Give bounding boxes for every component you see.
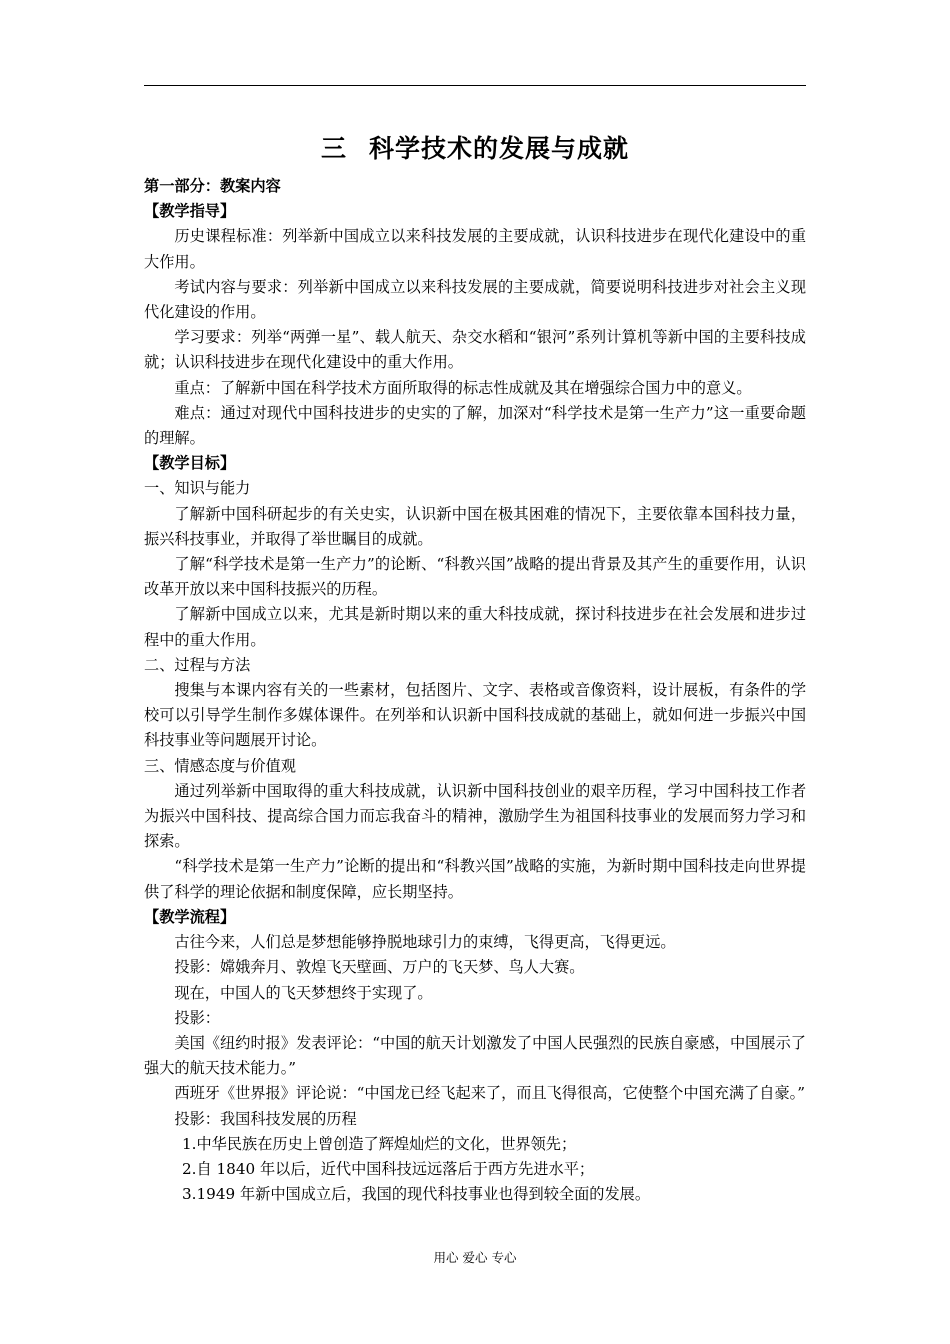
goals-paragraph: 了解新中国科研起步的有关史实，认识新中国在极其困难的情况下，主要依靠本国科技力量，振兴科技事业，并取得了举世瞩目的成就。 bbox=[144, 504, 806, 548]
flow-paragraph: 西班牙《世界报》评论说：“中国龙已经飞起来了，而且飞得很高，它使整个中国充满了自豪。” bbox=[174, 1084, 806, 1103]
guide-paragraph: 难点：通过对现代中国科技进步的史实的了解，加深对“科学技术是第一生产力”这一重要命题的理解。 bbox=[144, 403, 806, 448]
guide-paragraph: 重点：了解新中国在科学技术方面所取得的标志性成就及其在增强综合国力中的意义。 bbox=[174, 378, 752, 397]
goals-paragraph: “科学技术是第一生产力”论断的提出和“科教兴国”战略的实施，为新时期中国科技走向世界提供了科学的理论依据和制度保障，应长期坚持。 bbox=[144, 857, 806, 901]
list-item: 1.中华民族在历史上曾创造了辉煌灿烂的文化，世界领先； bbox=[182, 1134, 577, 1153]
goals-paragraph: 搜集与本课内容有关的一些素材，包括图片、文字、表格或音像资料，设计展板，有条件的学校可以引导学生制作多媒体课件。在列举和认识新中国科技成就的基础上，就如何进一步振兴中国科技事业等问题展开讨论。 bbox=[144, 681, 806, 750]
goals-heading: 【教学目标】 bbox=[144, 454, 236, 473]
title-text: 科学技术的发展与成就 bbox=[369, 134, 630, 163]
flow-paragraph: 美国《纽约时报》发表评论：“中国的航天计划激发了中国人民强烈的民族自豪感，中国展示了强大的航天技术能力。” bbox=[144, 1033, 806, 1078]
header-rule bbox=[144, 85, 806, 86]
goals-paragraph: 了解“科学技术是第一生产力”的论断、“科教兴国”战略的提出背景及其产生的重要作用，认识改革开放以来中国科技振兴的历程。 bbox=[144, 555, 806, 599]
goals-subheading: 三、情感态度与价值观 bbox=[144, 756, 296, 775]
page-footer: 用心 爱心 专心 bbox=[433, 1250, 517, 1265]
goals-subheading: 一、知识与能力 bbox=[144, 479, 251, 498]
guide-paragraph: 学习要求：列举“两弹一星”、载人航天、杂交水稻和“银河”系列计算机等新中国的主要科技成就；认识科技进步在现代化建设中的重大作用。 bbox=[144, 328, 806, 372]
guide-paragraph: 历史课程标准：列举新中国成立以来科技发展的主要成就，认识科技进步在现代化建设中的重大作用。 bbox=[144, 227, 806, 271]
flow-paragraph: 现在，中国人的飞天梦想终于实现了。 bbox=[174, 983, 433, 1002]
flow-paragraph: 投影：我国科技发展的历程 bbox=[174, 1109, 357, 1128]
flow-paragraph: 投影：嫦娥奔月、敦煌飞天壁画、万户的飞天梦、鸟人大赛。 bbox=[174, 958, 585, 977]
title-number: 三 bbox=[320, 134, 347, 163]
guide-paragraph: 考试内容与要求：列举新中国成立以来科技发展的主要成就，简要说明科技进步对社会主义现代化建设的作用。 bbox=[144, 277, 806, 322]
flow-paragraph: 投影： bbox=[174, 1008, 220, 1027]
document-body bbox=[144, 174, 806, 1207]
page-title bbox=[144, 131, 806, 167]
list-item: 3.1949 年新中国成立后，我国的现代科技事业也得到较全面的发展。 bbox=[182, 1185, 651, 1204]
flow-heading: 【教学流程】 bbox=[144, 907, 236, 926]
flow-paragraph: 古往今来，人们总是梦想能够挣脱地球引力的束缚，飞得更高，飞得更远。 bbox=[174, 933, 676, 952]
guide-heading: 【教学指导】 bbox=[144, 202, 236, 221]
goals-subheading: 二、过程与方法 bbox=[144, 655, 251, 674]
list-item: 2.自 1840 年以后，近代中国科技远远落后于西方先进水平； bbox=[182, 1159, 595, 1178]
goals-paragraph: 通过列举新中国取得的重大科技成就，认识新中国科技创业的艰辛历程，学习中国科技工作者为振兴中国科技、提高综合国力而忘我奋斗的精神，激励学生为祖国科技事业的发展而努力学习和探索。 bbox=[144, 781, 806, 851]
section-heading: 第一部分：教案内容 bbox=[144, 177, 281, 195]
goals-paragraph: 了解新中国成立以来，尤其是新时期以来的重大科技成就，探讨科技进步在社会发展和进步过程中的重大作用。 bbox=[144, 605, 806, 649]
